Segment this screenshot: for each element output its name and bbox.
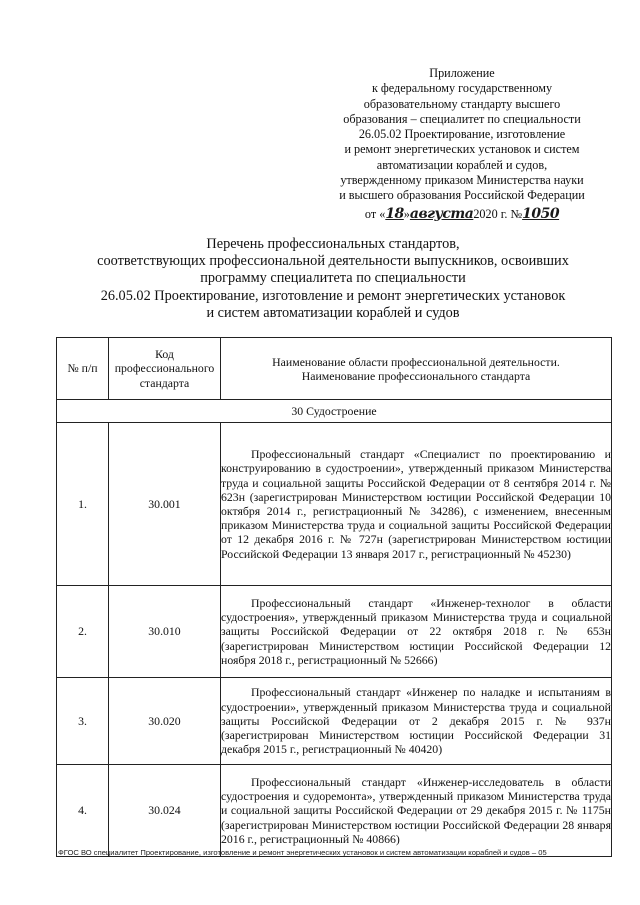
handwritten-day: 18 <box>385 205 404 222</box>
row-code: 30.024 <box>109 765 221 857</box>
table-row <box>57 678 612 765</box>
standards-table <box>56 337 612 857</box>
row-name-cell <box>221 678 612 765</box>
row-num: 1. <box>57 423 109 586</box>
row-code: 30.010 <box>109 586 221 678</box>
row-name-cell <box>221 586 612 678</box>
header-code: Код профессионального стандарта <box>109 338 221 400</box>
row-code: 30.001 <box>109 423 221 586</box>
header-num: № п/п <box>57 338 109 400</box>
annex-line: образования – специалитет по специальности <box>343 111 581 126</box>
row-name: Профессиональный стандарт «Инженер-технолог в области судостроения», утвержденный приказом Министерства труда и социальной защиты Российской Федерации от 22 октября 2018 г. № 653н (зарегистрирован Министерством юстиции Российской Федерации 12 ноября 2018 г., регистрационный № 52666) <box>221 595 611 667</box>
table-row <box>57 423 612 586</box>
table-row <box>57 765 612 857</box>
date-prefix: от « <box>364 206 386 221</box>
table-header-row <box>57 338 612 400</box>
page-footer: ФГОС ВО специалитет Проектирование, изготовление и ремонт энергетических установок и систем автоматизации кораблей и судов – 05 <box>58 848 547 857</box>
row-name: Профессиональный стандарт «Специалист по проектированию и конструированию в судостроении», утвержденный приказом Министерства труда и социальной защиты Российской Федерации от 8 сентября 2014 г. № 623н (зарегистрирован Министерством юстиции Российской Федерации 10 октября 2014 г., регистрационный № 34286), с изменением, внесенным приказом Министерства труда и социальной защиты Российской Федерации от 12 декабря 2016 г. № 727н (зарегистрирован Министерством юстиции Российской Федерации 13 января 2017 г., регистрационный № 45230) <box>221 447 611 561</box>
title-line: и систем автоматизации кораблей и судов <box>206 304 460 321</box>
annex-line: и ремонт энергетических установок и систем <box>344 142 580 157</box>
row-num: 3. <box>57 678 109 765</box>
annex-line: утвержденному приказом Министерства науки <box>340 173 584 188</box>
header-name-line1: Наименование области профессиональной деятельности. <box>272 354 560 369</box>
title-line: программу специалитета по специальности <box>200 270 466 287</box>
row-name: Профессиональный стандарт «Инженер-исследователь в области судостроения и судоремонта», утвержденный приказом Министерства труда и социальной защиты Российской Федерации от 29 декабря 2015 г. № 1175н (зарегистрирован Министерством юстиции Российской Федерации 28 января 2016 г., регистрационный № 40866) <box>221 774 611 846</box>
row-code: 30.020 <box>109 678 221 765</box>
row-name-cell <box>221 423 612 586</box>
title-line: 26.05.02 Проектирование, изготовление и ремонт энергетических установок <box>100 287 566 304</box>
annex-line: и высшего образования Российской Федерации <box>339 188 585 203</box>
date-mid: » <box>403 206 410 221</box>
row-num: 4. <box>57 765 109 857</box>
title-line: соответствующих профессиональной деятельности выпускников, освоивших <box>97 253 569 270</box>
order-date-line <box>312 207 612 222</box>
handwritten-number: 1050 <box>522 205 560 222</box>
annex-line: к федеральному государственному <box>371 81 553 96</box>
handwritten-month: августа <box>409 205 474 222</box>
annex-block <box>312 66 612 222</box>
annex-line: образовательному стандарту высшего <box>363 96 561 111</box>
group-row <box>57 400 612 423</box>
annex-line: Приложение <box>429 66 495 80</box>
row-name-cell <box>221 765 612 857</box>
header-name-line2: Наименование профессионального стандарта <box>301 368 531 383</box>
annex-line: автоматизации кораблей и судов, <box>376 157 548 172</box>
table-row <box>57 586 612 678</box>
document-title <box>40 236 626 322</box>
date-year: 2020 г. № <box>473 206 523 221</box>
title-line: Перечень профессиональных стандартов, <box>206 236 460 252</box>
group-label: 30 Судостроение <box>57 400 612 423</box>
annex-line: 26.05.02 Проектирование, изготовление <box>358 127 566 142</box>
row-name: Профессиональный стандарт «Инженер по наладке и испытаниям в судостроении», утвержденный приказом Министерства труда и социальной защиты Российской Федерации от 2 декабря 2015 г. № 937н (зарегистрирован Министерством юстиции Российской Федерации 31 декабря 2015 г., регистрационный № 40420) <box>221 685 611 757</box>
row-num: 2. <box>57 586 109 678</box>
header-name <box>221 338 612 400</box>
